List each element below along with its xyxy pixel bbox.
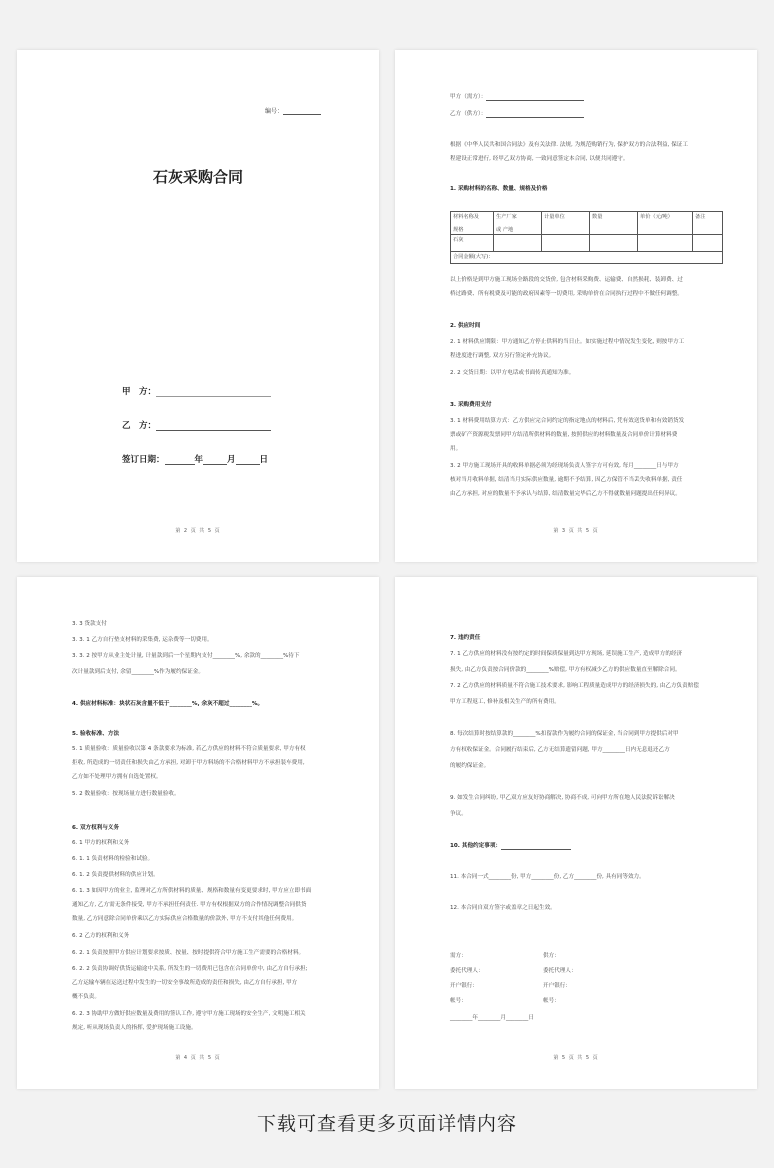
clause-text: 6. 2. 1 负责按照甲方供应计划要求按质、按量、按时提供符合甲方施工生产需要的合格材料。 bbox=[72, 950, 305, 956]
clause-text: 6. 2. 3 协助甲方做好供应数量及费用的签认工作, 遵守甲方施工现场的安全生产, 文明施工相关 bbox=[72, 1011, 306, 1017]
intro-text: 程建设正常进行, 经甲乙双方协商, 一致同意签定本合同, 以便共同遵守。 bbox=[450, 156, 629, 162]
contract-page-5 bbox=[395, 577, 757, 1089]
table-header: 材料名称及 规格 bbox=[451, 212, 494, 235]
clause-text: 拒收, 所造成的一切责任和损失由乙方承担, 对卸于甲方料场的不合格材料甲方不承担装车费用, bbox=[72, 760, 305, 766]
table-header: 计量单位 bbox=[542, 212, 590, 235]
clause-text: 2. 1 材料供应期限：甲方通知乙方停止供料的当日止。如实施过程中情况发生变化, 则按甲方工 bbox=[450, 339, 685, 345]
bank-b-label: 开户银行： bbox=[543, 983, 571, 989]
clause-text: 9. 如发生合同纠纷, 甲乙双方应友好协商解决, 协商不成, 可向甲方所在地人民法院诉讼解决 bbox=[450, 795, 675, 801]
contract-number: 编号： bbox=[265, 106, 321, 115]
table-cell: 石灰 bbox=[451, 235, 494, 252]
clause-text: 用。 bbox=[450, 446, 462, 452]
party-b-field: 乙方（供方）： bbox=[450, 111, 584, 118]
clause-text: 乙方如不处理甲方拥有自选处置权。 bbox=[72, 774, 162, 780]
clause-text: 6. 1. 1 负责材料的检验和试验。 bbox=[72, 856, 154, 862]
table-header: 数量 bbox=[590, 212, 638, 235]
clause-text: 3. 3 货款支付 bbox=[72, 621, 107, 627]
section-1-title: 1. 采购材料的名称、数量、规格及价格 bbox=[450, 186, 548, 192]
clause-text: 5. 1 质量验收：质量验收以第 4 条款要求为标准, 若乙方供应的材料不符合质量要求, 甲方有权 bbox=[72, 746, 306, 752]
sign-date-line: 签订日期： 年 月 日 bbox=[122, 455, 269, 465]
clause-text: 6. 1 甲方的权利和义务 bbox=[72, 840, 130, 846]
table-header: 单价（元/吨） bbox=[638, 212, 693, 235]
clause-text: 3. 2 甲方施工现场开具的收料单据必须为经现场负责人签字方可有效, 每月________日与甲方 bbox=[450, 463, 679, 469]
clause-text: 由乙方承担, 对应的数量不予承认与结算, 结清数量完毕后乙方不得就数量问题提出任何异议。 bbox=[450, 491, 681, 497]
agent-a-label: 委托代理人： bbox=[450, 968, 484, 974]
clause-text: 票或矿产资源税发票同甲方结清所供材料的数量, 按照供应的材料数量及合同单价计算材料费 bbox=[450, 432, 678, 438]
clause-text: 概不负责。 bbox=[72, 994, 100, 1000]
clause-text: 通知乙方, 乙方需无条件接受, 甲方不承担任何责任. 甲方有权根据双方的合作情况调整合同供货 bbox=[72, 902, 307, 908]
page-number: 第 3 页 共 5 页 bbox=[553, 528, 599, 534]
table-cell bbox=[494, 235, 542, 252]
party-a-field: 甲方（需方）： bbox=[450, 94, 584, 101]
page-number: 第 4 页 共 5 页 bbox=[175, 1055, 221, 1061]
clause-text: 数量, 乙方同意除合同单价乘以乙方实际供应合格数量的价款外, 甲方不支付其他任何费用。 bbox=[72, 916, 298, 922]
clause-text: 8. 每次结算时按结算款的________%扣留款作为履约合同的保证金, 当合同到甲方提供后对甲 bbox=[450, 731, 679, 737]
contract-page-3 bbox=[395, 50, 757, 562]
clause-text: 5. 2 数量验收：按现场量方进行数量验收。 bbox=[72, 791, 180, 797]
bank-a-label: 开户银行： bbox=[450, 983, 478, 989]
clause-text: 规定, 听从现场负责人的指挥, 爱护现场施工设施。 bbox=[72, 1025, 197, 1031]
contract-page-4 bbox=[17, 577, 379, 1089]
section-10-title: 10. 其他约定事项： bbox=[450, 843, 571, 850]
clause-text: 12. 本合同自双方签字或盖章之日起生效。 bbox=[450, 905, 556, 911]
page-number: 第 5 页 共 5 页 bbox=[553, 1055, 599, 1061]
clause-text: 3. 3. 1 乙方自行垫支材料的采集费, 运杂费等一切费用。 bbox=[72, 637, 213, 643]
clause-text: 核对当月收料单据, 结清当月实际供应数量, 逾期不予结算, 因乙方保管不当丢失收料单据, 责任 bbox=[450, 477, 683, 483]
clause-text: 7. 1 乙方供应的材料没有按约定的时间保质保量到达甲方现场, 延误施工生产, 造成甲方的经济 bbox=[450, 651, 683, 657]
clause-text: 6. 2. 2 负责协调好供货运输途中关系, 所发生的一切费用已包含在合同单价中, 由乙方自行承担; bbox=[72, 966, 308, 972]
table-total-row: 合同金额(大写)： bbox=[451, 252, 723, 264]
clause-text: 损失, 由乙方负责按合同价款的________%赔偿, 甲方有权减少乙方的供应数量直至解除合同。 bbox=[450, 667, 681, 673]
intro-text: 根据《中华人民共和国合同法》及有关法律. 法规, 为规范购销行为, 保护双方的合法利益, 保证工 bbox=[450, 142, 688, 148]
party-b-line: 乙 方： bbox=[122, 419, 271, 431]
price-note: 以上价格是到甲方施工现场全路段的交货价, 包含材料采购费、运输费、自然损耗、装卸费、过 bbox=[450, 277, 683, 283]
clause-text: 3. 1 材料费用结算方式：乙方供应完合同约定的指定地点的材料后, 凭有效送货单和有效销货发 bbox=[450, 418, 685, 424]
clause-text: 6. 2 乙方的权利和义务 bbox=[72, 933, 130, 939]
supplier-label: 供方： bbox=[543, 953, 560, 959]
section-5-title: 5. 验收标准、方法 bbox=[72, 731, 120, 737]
section-6-title: 6. 双方权利与义务 bbox=[72, 825, 120, 831]
clause-text: 甲方工程返工, 修补及相关生产的所有费用。 bbox=[450, 699, 560, 705]
clause-text: 3. 3. 2 按甲方从业主处计量, 计量款到后一个星期内支付________%, 余款的________%待下 bbox=[72, 653, 300, 659]
clause-text: 6. 1. 3 如因甲方的业主, 监理对乙方所供材料的质量、规格和数量有变更要求时, 甲方应立即书面 bbox=[72, 888, 312, 894]
clause-text: 方有权收保证金。合同履行结束后, 乙方无结算遗留问题, 甲方________日内无息退还乙方 bbox=[450, 747, 670, 753]
clause-text: 乙方运输车辆在运送过程中发生的一切安全事故所造成的责任和损失, 由乙方自行承担, 甲方 bbox=[72, 980, 298, 986]
table-header: 生产厂家 或 产地 bbox=[494, 212, 542, 235]
clause-text: 次计量款到后支付, 余留________%作为履约保证金。 bbox=[72, 669, 204, 675]
buyer-label: 需方： bbox=[450, 953, 467, 959]
contract-title: 石灰采购合同 bbox=[152, 168, 243, 186]
materials-table bbox=[450, 211, 723, 264]
clause-text: 6. 1. 2 负责提供材料的供应计划。 bbox=[72, 872, 159, 878]
table-header: 备注 bbox=[693, 212, 723, 235]
number-line bbox=[283, 106, 321, 115]
section-7-title: 7. 违约责任 bbox=[450, 635, 481, 641]
clause-text: 2. 2 交货日期：以甲方电话或书面传真通知为准。 bbox=[450, 370, 575, 376]
clause-text: 争议。 bbox=[450, 811, 467, 817]
price-note: 桥过路费、所有税费及可能的政府因素等一切费用, 采购单价在合同执行过程中不做任何调整。 bbox=[450, 291, 683, 297]
clause-text: 7. 2 乙方供应的材料质量不符合施工技术要求, 影响工程质量造成甲方的经济损失的, 由乙方负责赔偿 bbox=[450, 683, 699, 689]
download-more-caption: 下载可查看更多页面详情内容 bbox=[256, 1113, 517, 1135]
page-number: 第 2 页 共 5 页 bbox=[175, 528, 221, 534]
signing-date: ________年________月________日 bbox=[450, 1015, 534, 1021]
agent-b-label: 委托代理人： bbox=[543, 968, 577, 974]
account-b-label: 帐号： bbox=[543, 998, 560, 1004]
section-2-title: 2. 供应时间 bbox=[450, 323, 481, 329]
section-3-title: 3. 采购费用支付 bbox=[450, 402, 492, 408]
cover-page bbox=[17, 50, 379, 562]
account-a-label: 帐号： bbox=[450, 998, 467, 1004]
clause-text: 程进度进行调整, 双方另行签定补充协议。 bbox=[450, 353, 555, 359]
table-cell bbox=[542, 235, 590, 252]
table-cell bbox=[590, 235, 638, 252]
party-a-line: 甲 方： bbox=[122, 385, 271, 397]
section-4-title: 4. 供应材料标准：块状石灰含量不低于________%, 余灰不超过________%。 bbox=[72, 701, 264, 707]
clause-text: 的履约保证金。 bbox=[450, 763, 490, 769]
table-cell bbox=[693, 235, 723, 252]
clause-text: 11. 本合同一式________份, 甲方________份, 乙方________份, 具有同等效力。 bbox=[450, 874, 645, 880]
table-cell bbox=[638, 235, 693, 252]
